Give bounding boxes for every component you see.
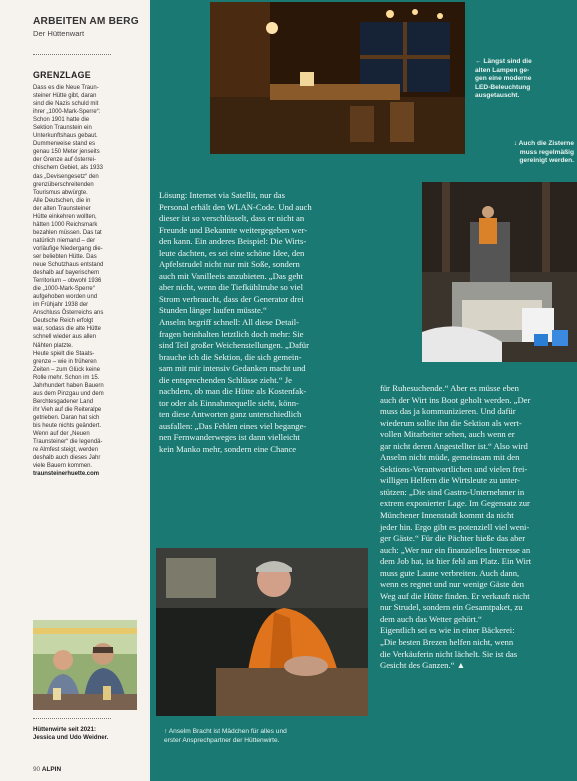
sidebar-text-line: Anschluss Österreichs ans [33, 310, 104, 317]
cistern-caption [438, 140, 574, 166]
sidebar-text-line: Jahrhundert haben Bauern [33, 382, 104, 389]
magazine-name: ALPIN [41, 766, 62, 773]
sidebar-text-line: war, sodass die alte Hütte [33, 326, 101, 333]
article-line: Anselm begriff schnell: All diese Detail- [159, 317, 299, 328]
sidebar-text-line: Wenn auf der „Neuen [33, 431, 90, 438]
sidebar-text-line: sind die Nazis schuld mit [33, 101, 99, 108]
caption-line: ↑ Anselm Bracht ist Mädchen für alles und [164, 728, 287, 735]
article-line: den kann. Ein anderes Beispiel: Die Wirts- [159, 236, 307, 247]
hut-website-link[interactable]: traunsteinerhuette.com [33, 471, 99, 478]
sidebar-text-line: bis heute nichts geändert. [33, 422, 101, 429]
article-line: dem Job hat, ist hier fehl am Platz. Ein Wirt [380, 556, 532, 567]
hut-hosts-photo [33, 620, 137, 710]
caption-line: Jessica und Udo Weidner. [33, 734, 109, 741]
sidebar-text-line: hätten 1000 Reichsmark [33, 221, 98, 228]
sidebar-text-line: im Frühjahr 1938 der [33, 302, 89, 309]
sidebar-text-line: ihr Vieh auf die Reiteralpe [33, 406, 102, 413]
lamps-caption [475, 58, 575, 101]
article-line: sind Teil großer Weichenstellungen. „Dafür [159, 340, 309, 351]
article-line: auch der Wirt ins Boot geholt werden. „Der [380, 394, 531, 405]
caption-line: erster Ansprechpartner der Hüttenwirte. [164, 736, 280, 744]
dotted-divider [33, 718, 111, 719]
sidebar-infobox [0, 0, 148, 781]
article-line: Weg auf die Hütte finden. Er verkauft nicht [380, 590, 530, 601]
article-line: ausfallen: „Das Fehlen eines viel begange- [159, 420, 307, 431]
sidebar-text-line: re Almfest steigt, werden [33, 447, 99, 454]
sidebar-text-line: Deutsche Reich erfolgt [33, 318, 94, 325]
sidebar-text-line: Unterkunftshaus gebaut. [33, 133, 98, 140]
article-line: Strom verbraucht, dass der Generator drei [159, 293, 304, 304]
article-line: leute dachten, es sei eine schöne Idee, den [159, 247, 305, 258]
article-line: stützen: „Die sind Gastro-Unternehmer in [380, 486, 525, 497]
sidebar-text-line: vorläufige Niedergang die- [33, 245, 103, 252]
caption-line: Hüttenwirte seit 2021: [33, 726, 96, 733]
sidebar-text-line: Hütte einkehren wollten, [33, 213, 97, 220]
sidebar-text-line: grenze – wie in früheren [33, 358, 97, 365]
sidebar-text-line: genau 150 Meter jenseits [33, 149, 100, 156]
article-line: sam mit mir intensiv Gedanken macht und [159, 363, 306, 374]
article-line: extrem exponierter Lage. Im Gegensatz zur [380, 498, 530, 509]
caption-line: alten Lampen ge- [475, 66, 530, 74]
article-line: Freunde und Bekannte weitergegeben wer- [159, 224, 308, 235]
article-line: nen Fernwanderweges ist dann vielleicht [159, 432, 300, 443]
article-column-2 [380, 383, 573, 672]
article-column-1 [159, 190, 417, 456]
article-line: gar nicht deren Angestellter ist.“ Also wird [380, 440, 528, 451]
article-line: aber nicht, wenn die Tiefkühltruhe so viel [159, 282, 303, 293]
sidebar-text-line: aufgehoben worden und [33, 294, 98, 301]
sidebar-text-line: neue Schutzhaus entstand [33, 262, 104, 269]
sidebar-text-line: Territorium – obwohl 1936 [33, 278, 102, 285]
sidebar-text-line: steiner Hütte gibt, daran [33, 93, 97, 100]
article-line: vollen Mitarbeiter sehen, auch wenn er [380, 429, 515, 440]
article-line: Personal erhält den WLAN-Code. Und auch [159, 201, 312, 212]
sidebar-text-line: Schon 1901 hatte die [33, 117, 90, 124]
sidebar-text-line: aus dem Pinzgau und dem [33, 390, 104, 397]
article-line: nachdem, ob man die Hütte als Kostenfak- [159, 386, 307, 397]
sidebar-text-line: das „Devisengesetz“ den [33, 173, 99, 180]
sidebar-text-line: ser beliebten Hütte. Das [33, 253, 97, 260]
sidebar-text-line: getrieben. Daran hat sich [33, 414, 100, 421]
sidebar-text-line: grenzüberschreitenden [33, 181, 94, 188]
sidebar-text-line: Sektion Traunstein ein [33, 125, 92, 132]
sidebar-body-text [33, 84, 143, 478]
anselm-caption [164, 728, 384, 745]
sidebar-text-line: Berchtesgadener Land [33, 398, 94, 405]
sidebar-text-line: Nähten platzte. [33, 342, 73, 349]
article-line: die Verkäuferin nicht lächelt. Sie ist das [380, 648, 518, 659]
sidebar-heading: GRENZLAGE [33, 70, 91, 80]
article-line: ten diese Antworten ganz unterschiedlich [159, 409, 302, 420]
sidebar-text-line: Dass es die Neue Traun- [33, 85, 99, 91]
page-number: 90 [33, 766, 41, 773]
sidebar-text-line: Heute spielt die Staats- [33, 350, 95, 357]
cistern-photo [422, 182, 577, 362]
sidebar-text-line: die „1000-Mark-Sperre“ [33, 286, 95, 293]
sidebar-text-line: schnell wieder aus allen [33, 334, 97, 341]
article-line: brauche ich die Sektion, die sich gemein- [159, 351, 302, 362]
caption-line: ← Längst sind die [475, 58, 532, 65]
article-line: ger Gäste.“ Für die Pächter hieße das aber [380, 533, 526, 544]
article-line: wenn es regnet und nur wenige Gäste den [380, 579, 524, 590]
sidebar-text-line: Alle Deutschen, die in [33, 197, 91, 204]
article-line: auch mit Vanilleeis anzubieten. „Das geht [159, 270, 304, 281]
article-line: Anselm nicht müde, gemeinsam mit den [380, 452, 520, 463]
sidebar-text-line: deshalb auch dieses Jahr [33, 455, 101, 462]
caption-line: ↓ Auch die Zisterne [513, 140, 574, 147]
article-line: auch: „Wer nur ein finanzielles Interesse an [380, 544, 531, 555]
article-line: Sektions-Verantwortlichen und vielen frei- [380, 463, 528, 474]
sidebar-text-line: chischem Gebiet, als 1933 [33, 165, 103, 172]
article-line: die entsprechenden Schlüsse zieht.“ Je [159, 374, 292, 385]
article-line: dieser ist so verschlüsselt, dass er nicht an [159, 213, 305, 224]
hosts-photo-caption [33, 726, 143, 742]
page-footer [33, 766, 61, 773]
article-line: Apfelstrudel nicht nur mit Soße, sondern [159, 259, 300, 270]
sidebar-text-line: natürlich niemand – der [33, 237, 96, 244]
article-line: tor oder als Einnahmequelle sieht, könn- [159, 397, 299, 408]
dining-room-photo [210, 2, 465, 154]
sidebar-text-line: viele Bauern kommen. [33, 463, 93, 470]
section-kicker: ARBEITEN AM BERG [33, 16, 139, 27]
article-line: jeder hin. Ergo gibt es potenziell viel weni- [380, 521, 530, 532]
section-subtitle: Der Hüttenwart [33, 29, 85, 38]
article-line: willigen Helfern die Wirtsleute zu unter- [380, 475, 520, 486]
caption-line: gen eine moderne [475, 75, 532, 83]
sidebar-text-line: Rolle mehr. Schon im 15. [33, 374, 100, 381]
sidebar-text-line: Tourismus abwürgte. [33, 189, 88, 196]
article-line: kein Manko mehr, sondern eine Chance [159, 444, 297, 455]
article-line: muss gute Laune verbreiten. Auch dann, [380, 567, 520, 578]
article-line: „Die besten Brezen helfen nicht, wenn [380, 637, 514, 648]
article-line: Eigentlich sei es wie in einer Bäckerei: [380, 625, 515, 636]
sidebar-text-line: deshalb auf bayerischem [33, 270, 100, 277]
caption-line: LED-Beleuchtung [475, 83, 531, 91]
article-line: Stunden länger laufen müsste.“ [159, 305, 267, 316]
sidebar-text-line: Dummerweise stand es [33, 141, 96, 148]
article-line: fragen beinhalten letztlich doch mehr: Sie [159, 328, 304, 339]
sidebar-text-line: Traunsteiner“ die legendä- [33, 439, 103, 446]
caption-line: ausgetauscht. [475, 92, 520, 100]
article-line: für Ruhesuchende.“ Aber es müsse eben [380, 383, 519, 393]
article-line: wiederum sollte ihn die Sektion als wert- [380, 417, 522, 428]
dotted-divider [33, 54, 111, 55]
article-panel [150, 0, 577, 781]
article-line: Münchener Innenstadt kommt da nicht [380, 510, 514, 521]
caption-line: gereinigt werden. [519, 157, 574, 165]
sidebar-text-line: bezahlen müssen. Das tat [33, 229, 102, 236]
article-line: nur Strudel, sondern ein Gesamtpaket, zu [380, 602, 523, 613]
sidebar-text-line: ihrer „1000-Mark-Sperre“: [33, 109, 101, 116]
article-line: dem auch das Wetter gehört.“ [380, 613, 482, 624]
caption-line: muss regelmäßig [519, 148, 574, 156]
sidebar-text-line: der Grenze auf österrei- [33, 157, 97, 164]
article-line: Lösung: Internet via Satellit, nur das [159, 190, 285, 200]
anselm-bracht-photo [156, 548, 368, 716]
article-line: muss das ja kommunizieren. Und dafür [380, 406, 516, 417]
sidebar-text-line: Zeiten – zum Glück keine [33, 366, 100, 373]
article-line: Gesicht des Ganzen.“ ▲ [380, 660, 466, 671]
sidebar-text-line: der alten Traunsteiner [33, 205, 91, 212]
